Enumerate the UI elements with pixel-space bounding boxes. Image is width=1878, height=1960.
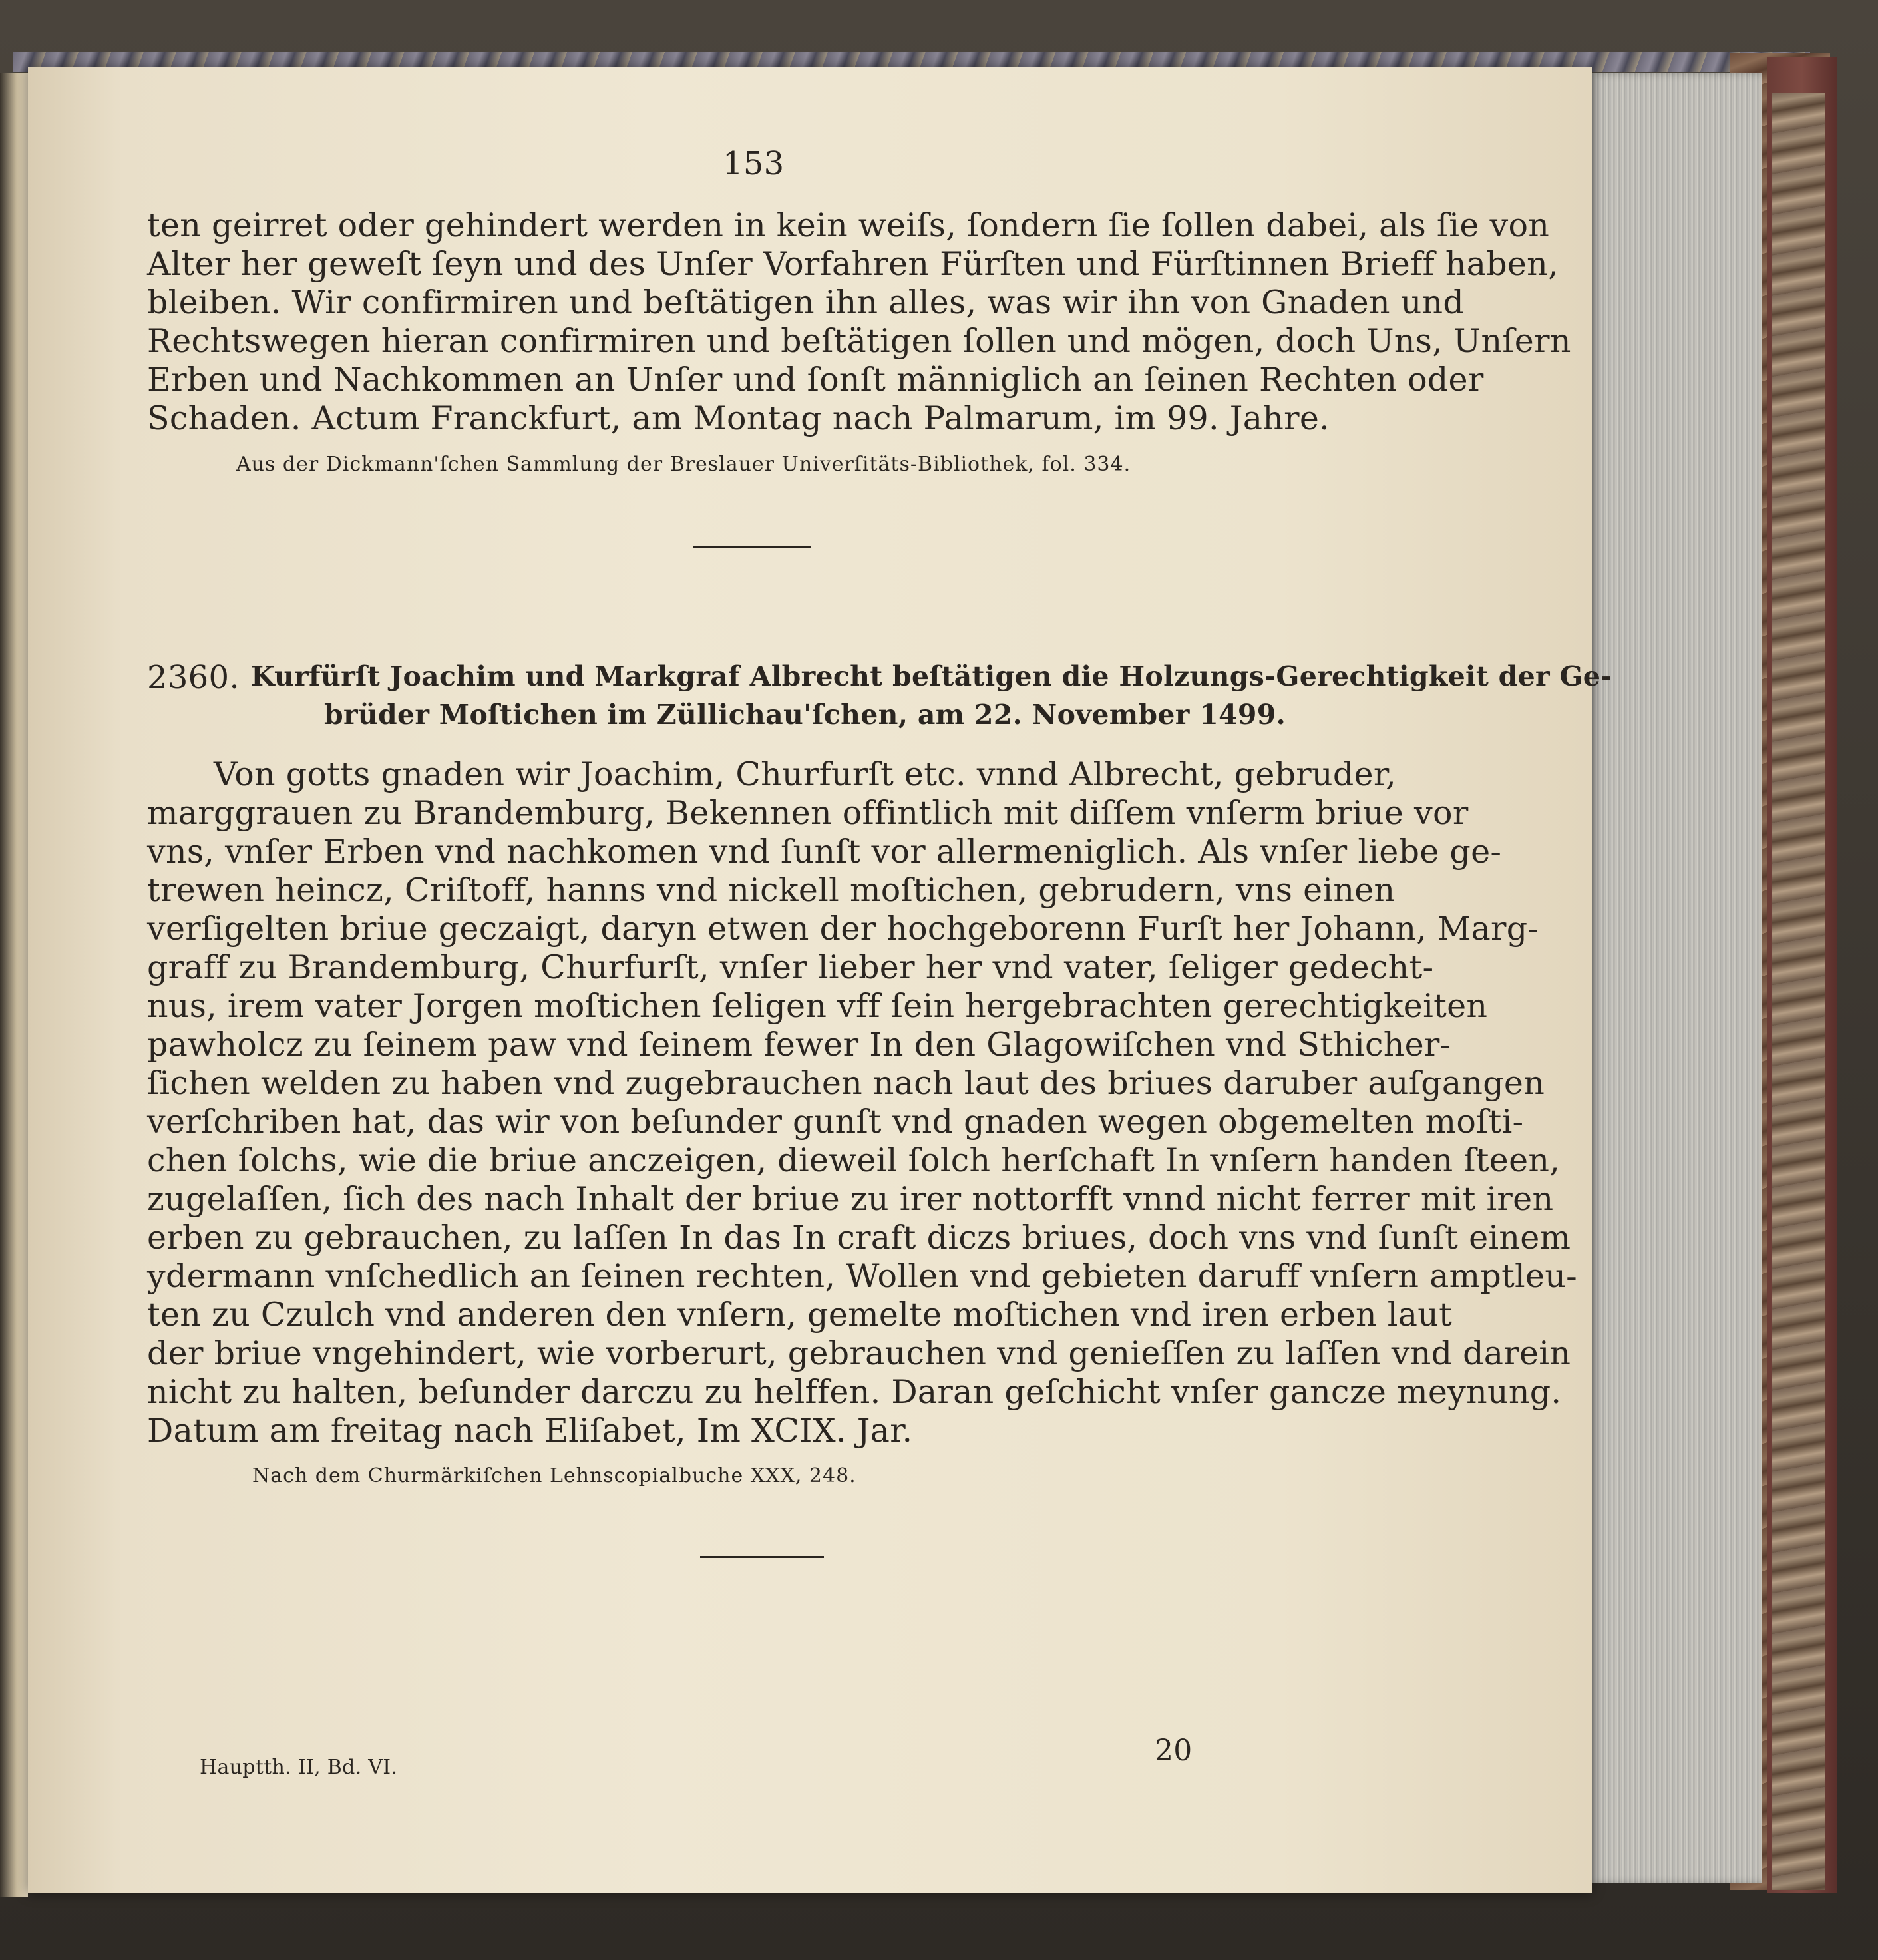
top-paragraph-line: Rechtswegen hieran confirmiren und beſtätigen ſollen und mögen, doch Uns, Unſern [147,322,1571,360]
body-line: zugelaſſen, ſich des nach Inhalt der briue zu irer nottorfft vnnd nicht ferrer mit iren [147,1180,1554,1218]
top-paragraph-line: Schaden. Actum Franckfurt, am Montag nach Palmarum, im 99. Jahre. [147,399,1330,437]
body-line: verſchriben hat, das wir von beſunder gunſt vnd gnaden wegen obgemelten moſti- [147,1103,1524,1141]
top-paragraph-line: Erben und Nachkommen an Unſer und ſonſt männiglich an ſeinen Rechten oder [147,361,1484,399]
page-block-edges [1589,73,1762,1883]
body-line: verſigelten briue geczaigt, daryn etwen der hochgeborenn Furſt her Johann, Marg- [147,910,1539,948]
body-line: ydermann vnſchedlich an ſeinen rechten, Wollen vnd gebieten daruff vnſern amptleu- [147,1257,1578,1295]
body-line: trewen heincz, Criſtoff, hanns vnd nickell moſtichen, gebrudern, vns einen [147,871,1396,909]
source-citation: Nach dem Churmärkiſchen Lehnscopialbuche XXX, 248. [252,1464,856,1487]
source-citation: Aus der Dickmann'ſchen Sammlung der Breslauer Univerſitäts-Bibliothek, fol. 334. [236,453,1131,476]
body-line: graff zu Brandemburg, Churfurſt, vnſer lieber her vnd vater, ſeliger gedecht- [147,948,1434,986]
body-line: nus, irem vater Jorgen moſtichen ſeligen vff ſein hergebrachten gerechtigkeiten [147,987,1488,1025]
top-paragraph-line: ten geirret oder gehindert werden in kein weiſs, ſondern ſie ſollen dabei, als ſie von [147,206,1550,244]
document-heading-line2: brüder Moſtichen im Züllichau'ſchen, am 22. November 1499. [324,699,1286,731]
footer-signature: Hauptth. II, Bd. VI. [200,1756,398,1779]
book-page [28,67,1612,1893]
body-line: marggrauen zu Brandemburg, Bekennen offintlich mit diſſem vnſerm briue vor [147,794,1469,832]
marbled-board [1772,93,1825,1890]
facing-page-edge [0,73,28,1897]
body-line: Von gotts gnaden wir Joachim, Churfurſt etc. vnnd Albrecht, gebruder, [214,755,1397,793]
body-line: ten zu Czulch vnd anderen den vnſern, gemelte moſtichen vnd iren erben laut [147,1296,1453,1334]
body-line: Datum am freitag nach Eliſabet, Im XCIX. Jar. [147,1412,913,1450]
body-line: der briue vngehindert, wie vorberurt, gebrauchen vnd genieſſen zu laſſen vnd darein [147,1334,1571,1372]
section-divider [693,546,811,548]
body-line: chen ſolchs, wie die briue anczeigen, dieweil ſolch herſchaft In vnſern handen ſteen, [147,1141,1561,1179]
body-line: ſichen welden zu haben vnd zugebrauchen nach laut des briues daruber auſgangen [147,1064,1545,1102]
footer-sheet-number: 20 [1155,1734,1193,1768]
body-line: vns, vnſer Erben vnd nachkomen vnd ſunſt vor allermeniglich. Als vnſer liebe ge- [147,833,1502,871]
body-line: nicht zu halten, beſunder darczu zu helffen. Daran geſchicht vnſer gancze meynung. [147,1373,1562,1411]
page-number: 153 [723,145,785,182]
top-paragraph-line: Alter her geweſt ſeyn und des Unſer Vorfahren Fürſten und Fürſtinnen Brieff haben, [147,245,1559,283]
document-number: 2360. [147,659,240,696]
body-line: erben zu gebrauchen, zu laſſen In das In craft diczs briues, doch vns vnd ſunſt einem [147,1219,1571,1257]
top-paragraph-line: bleiben. Wir confirmiren und beſtätigen ihn alles, was wir ihn von Gnaden und [147,284,1465,321]
body-line: pawholcz zu ſeinem paw vnd ſeinem fewer In den Glagowiſchen vnd Sthicher- [147,1026,1451,1064]
document-heading-line1: Kurfürſt Joachim und Markgraf Albrecht beſtätigen die Holzungs-Gerechtigkeit der Ge- [251,660,1612,692]
section-divider [700,1556,824,1558]
